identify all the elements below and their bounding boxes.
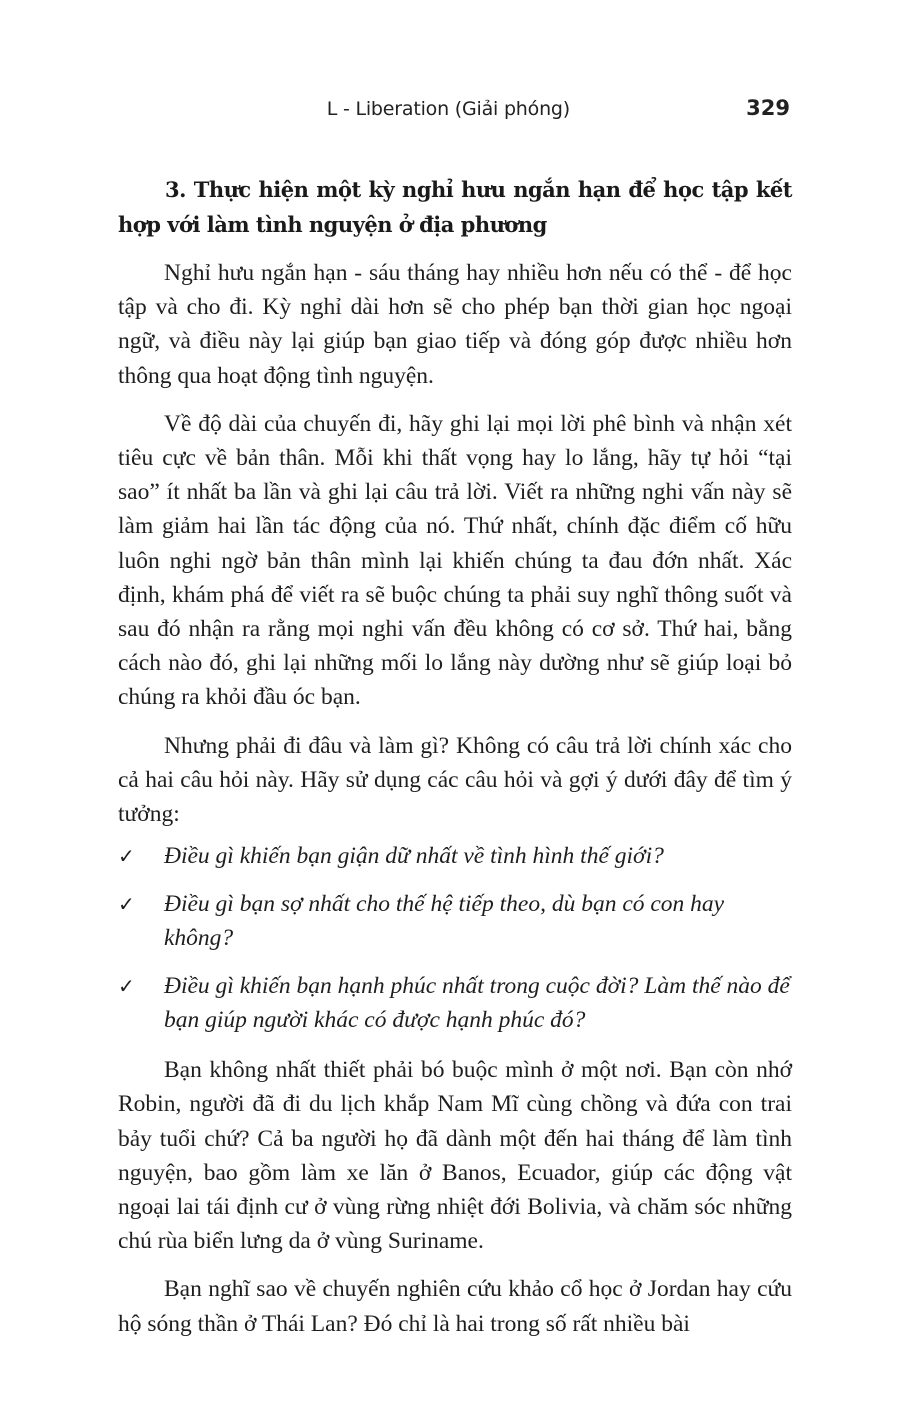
page-number: 329	[746, 96, 790, 120]
checklist-item	[118, 887, 792, 955]
section-heading: 3. Thực hiện một kỳ nghỉ hưu ngắn hạn để học tập kết hợp với làm tình nguyện ở địa phương	[118, 177, 792, 237]
question-checklist	[118, 839, 792, 1037]
chapter-title: L - Liberation (Giải phóng)	[326, 98, 570, 120]
checkmark-icon: ✓	[118, 974, 135, 999]
running-header	[118, 90, 792, 130]
body-paragraph: Bạn nghĩ sao về chuyến nghiên cứu khảo cổ học ở Jordan hay cứu hộ sóng thần ở Thái Lan? Đó chỉ là hai trong số rất nhiều bài	[118, 1276, 792, 1337]
body-paragraph: Về độ dài của chuyến đi, hãy ghi lại mọi lời phê bình và nhận xét tiêu cực về bản thân. Mỗi khi thất vọng hay lo lắng, hãy tự hỏi “tại sao” ít nhất ba lần và ghi lại câu trả lời. Viết ra những nghi vấn này sẽ làm giảm hai lần tác động của nó. Thứ nhất, chính đặc điểm cố hữu luôn nghi ngờ bản thân mình lại khiến chúng ta đau đớn nhất. Xác định, khám phá để viết ra sẽ buộc chúng ta phải suy nghĩ thông suốt và sau đó nhận ra rằng mọi nghi vấn đều không có cơ sở. Thứ hai, bằng cách nào đó, ghi lại những mối lo lắng này dường như sẽ giúp loại bỏ chúng ra khỏi đầu óc bạn.	[118, 410, 792, 711]
body-paragraph: Nghỉ hưu ngắn hạn - sáu tháng hay nhiều hơn nếu có thể - để học tập và cho đi. Kỳ nghỉ dài hơn sẽ cho phép bạn thời gian học ngoại ngữ, và điều này lại giúp bạn giao tiếp và đóng góp được nhiều hơn thông qua hoạt động tình nguyện.	[118, 260, 792, 389]
checklist-item	[118, 969, 792, 1037]
checkmark-icon: ✓	[118, 892, 135, 917]
checklist-item-text: Điều gì khiến bạn hạnh phúc nhất trong cuộc đời? Làm thế nào để bạn giúp người khác có được hạnh phúc đó?	[164, 973, 790, 1034]
checklist-item-text: Điều gì bạn sợ nhất cho thế hệ tiếp theo, dù bạn có con hay không?	[164, 891, 725, 952]
checkmark-icon: ✓	[118, 844, 135, 869]
checklist-item-text: Điều gì khiến bạn giận dữ nhất về tình hình thế giới?	[164, 843, 664, 870]
book-page	[118, 90, 792, 1341]
checklist-item	[118, 839, 792, 873]
body-paragraph: Nhưng phải đi đâu và làm gì? Không có câu trả lời chính xác cho cả hai câu hỏi này. Hãy sử dụng các câu hỏi và gợi ý dưới đây để tìm ý tưởng:	[118, 732, 792, 828]
body-paragraph: Bạn không nhất thiết phải bó buộc mình ở một nơi. Bạn còn nhớ Robin, người đã đi du lịch khắp Nam Mĩ cùng chồng và đứa con trai bảy tuổi chứ? Cả ba người họ đã dành một đến hai tháng để làm tình nguyện, bao gồm làm xe lăn ở Banos, Ecuador, giúp các động vật ngoại lai tái định cư ở vùng rừng nhiệt đới Bolivia, và chăm sóc những chú rùa biển lưng da ở vùng Suriname.	[118, 1057, 792, 1255]
